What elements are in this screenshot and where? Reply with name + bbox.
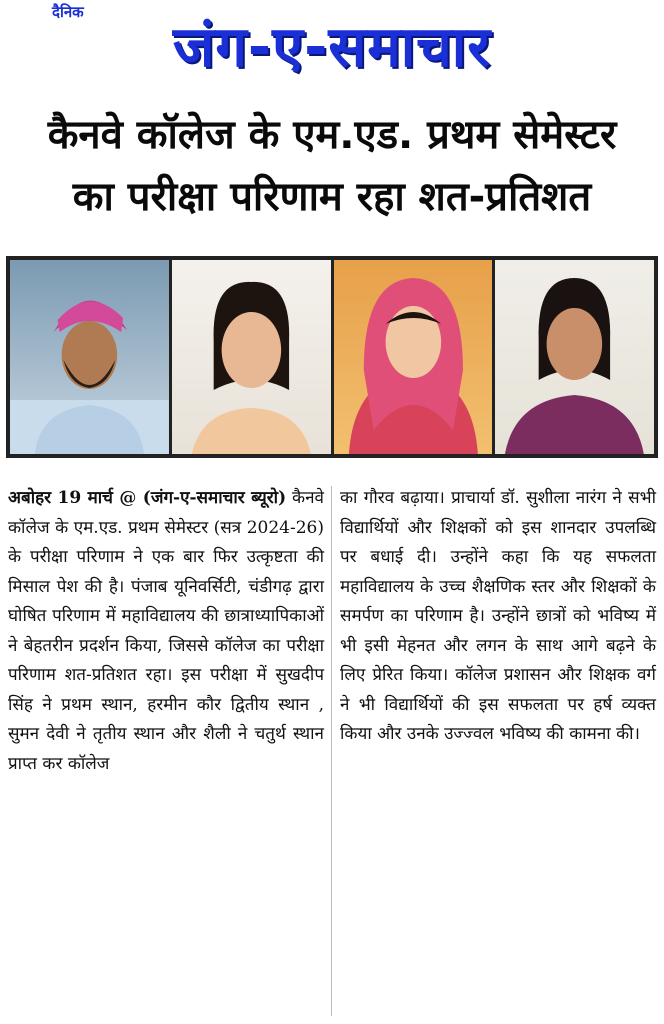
photo-man-turban: [10, 260, 169, 454]
newspaper-title: जंग-ए-समाचार: [172, 15, 492, 80]
dateline: अबोहर 19 मार्च @ (जंग-ए-समाचार ब्यूरो): [8, 488, 287, 508]
column-2-text: का गौरव बढ़ाया। प्राचार्या डॉ. सुशीला नारंग ने सभी विद्यार्थियों और शिक्षकों को इस शानदार उपलब्धि पर बधाई दी। उन्होंने कहा कि यह सफलता महाविद्यालय के उच्च शैक्षणिक स्तर और शिक्षकों के समर्पण का परिणाम है। उन्होंने छात्रों को भविष्य में भी इसी मेहनत और लगन के साथ आगे बढ़ने के लिए प्रेरित किया। कॉलेज प्रशासन और शिक्षक वर्ग ने भी विद्यार्थियों की इस सफलता पर हर्ष व्यक्त किया और उनके उज्ज्वल भविष्य की कामना की।: [340, 488, 656, 744]
article-column-2: [340, 484, 656, 1020]
headline-line-2: का परीक्षा परिणाम रहा शत-प्रतिशत: [72, 174, 592, 220]
column-1-text: कैनवे कॉलेज के एम.एड. प्रथम सेमेस्टर (सत्र 2024-26) के परीक्षा परिणाम ने एक बार फिर उत्कृष्टता की मिसाल पेश की है। पंजाब यूनिवर्सिटी, चंडीगढ़ द्वारा घोषित परिणाम में महाविद्यालय की छात्राध्यापिकाओं ने बेहतरीन प्रदर्शन किया, जिससे कॉलेज का परीक्षा परिणाम शत-प्रतिशत रहा। इस परीक्षा में सुखदीप सिंह ने प्रथम स्थान, हरमीन कौर द्वितीय स्थान , सुमन देवी ने तृतीय स्थान और शैली ने चतुर्थ स्थान प्राप्त कर कॉलेज: [8, 488, 324, 774]
article-column-1: [8, 484, 324, 1020]
photo-strip: [6, 256, 658, 458]
newspaper-prefix: दैनिक: [52, 3, 84, 21]
headline-line-1: कैनवे कॉलेज के एम.एड. प्रथम सेमेस्टर: [47, 112, 617, 158]
photo-woman-3: [495, 260, 654, 454]
photo-woman-2: [334, 260, 493, 454]
headline: [0, 104, 664, 228]
article-body: [8, 484, 656, 1020]
column-divider: [331, 486, 332, 1016]
photo-woman-1: [172, 260, 331, 454]
masthead: [0, 0, 664, 96]
